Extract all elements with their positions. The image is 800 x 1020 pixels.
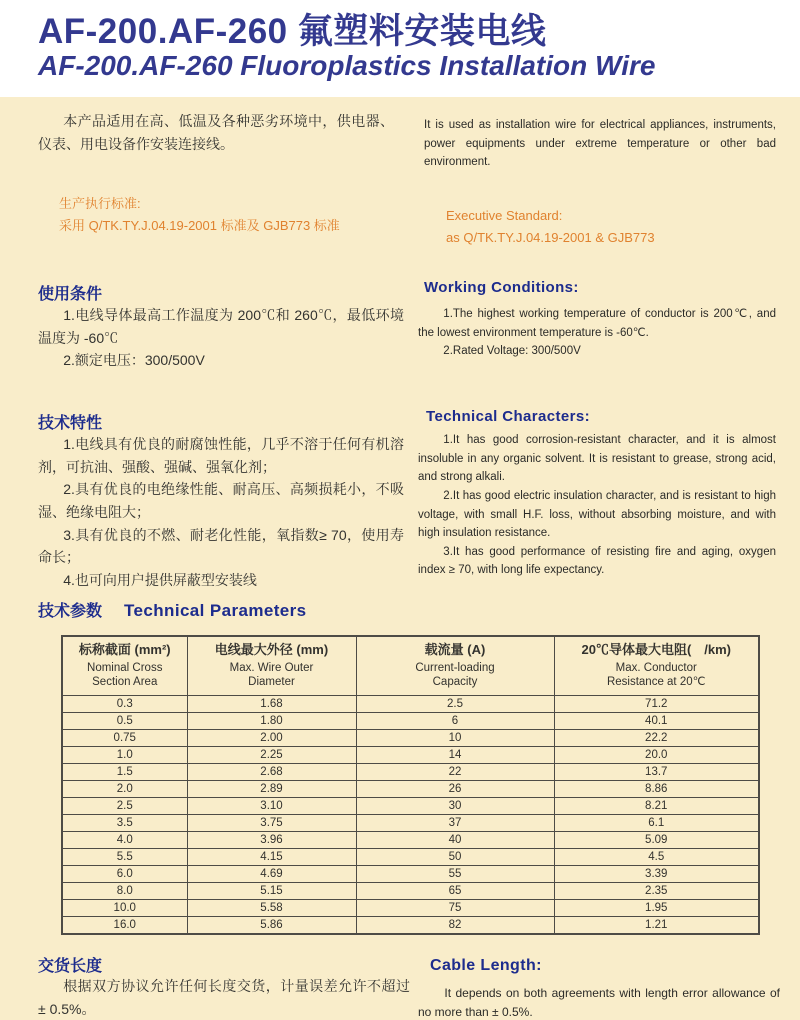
table-cell: 82 <box>356 917 554 935</box>
table-cell: 6.0 <box>62 866 187 883</box>
technical-parameters-heading <box>38 598 307 621</box>
table-cell: 5.58 <box>187 900 356 917</box>
table-cell: 2.00 <box>187 730 356 747</box>
table-row <box>62 798 759 815</box>
column-header-en: Max. Conductor Resistance at 20℃ <box>606 661 706 689</box>
table-cell: 3.96 <box>187 832 356 849</box>
table-cell: 40 <box>356 832 554 849</box>
intro-text-zh: 本产品适用在高、低温及各种恶劣环境中，供电器、仪表、用电设备作安装连接线。 <box>38 113 394 152</box>
table-cell: 8.0 <box>62 883 187 900</box>
executive-standard-label-en: Executive Standard: <box>446 208 563 223</box>
table-cell: 37 <box>356 815 554 832</box>
table-cell: 1.21 <box>554 917 759 935</box>
table-cell: 1.0 <box>62 747 187 764</box>
table-cell: 40.1 <box>554 713 759 730</box>
table-cell: 2.5 <box>62 798 187 815</box>
table-cell: 5.86 <box>187 917 356 935</box>
table-row <box>62 764 759 781</box>
table-row <box>62 781 759 798</box>
cable-length-text-zh: 根据双方协议允许任何长度交货，计量误差允许不超过 ± 0.5%。 <box>38 978 410 1017</box>
table-cell: 2.5 <box>356 696 554 713</box>
column-header-en: Nominal Cross Section Area <box>87 661 163 689</box>
table-cell: 0.75 <box>62 730 187 747</box>
column-header-zh: 标称截面 (mm²) <box>78 642 171 657</box>
table-row <box>62 900 759 917</box>
table-row <box>62 815 759 832</box>
table-cell: 22 <box>356 764 554 781</box>
table-cell: 4.0 <box>62 832 187 849</box>
cable-length-heading-en: Cable Length: <box>430 957 542 974</box>
table-row <box>62 713 759 730</box>
table-cell: 3.10 <box>187 798 356 815</box>
table-cell: 30 <box>356 798 554 815</box>
technical-characters-item-zh: 2.具有优良的电绝缘性能、耐高压、高频损耗小，不吸湿、绝缘电阻大； <box>38 481 404 521</box>
table-cell: 55 <box>356 866 554 883</box>
table-cell: 6.1 <box>554 815 759 832</box>
technical-parameters-heading-zh: 技术参数 <box>38 603 103 620</box>
technical-characters-heading-zh: 技术特性 <box>38 415 103 432</box>
table-cell: 8.21 <box>554 798 759 815</box>
production-standard-text-zh: 采用 Q/TK.TY.J.04.19-2001 标准及 GJB773 标准 <box>59 218 340 234</box>
column-header-zh: 载流量 (A) <box>424 642 486 657</box>
table-row <box>62 747 759 764</box>
table-row <box>62 883 759 900</box>
table-cell: 5.5 <box>62 849 187 866</box>
technical-characters-item-en: 1.It has good corrosion-resistant character, and it is almost insoluble in any organic solvent. It is resistant to grease, strong acid, and strong alkali. <box>418 434 776 484</box>
table-cell: 1.80 <box>187 713 356 730</box>
table-cell: 8.86 <box>554 781 759 798</box>
working-conditions-list-zh <box>38 304 404 372</box>
table-cell: 10 <box>356 730 554 747</box>
technical-characters-item-en: 3.It has good performance of resisting fire and aging, oxygen index ≥ 70, with long life expectancy. <box>418 545 776 577</box>
cable-length-text-en: It depends on both agreements with length error allowance of no more than ± 0.5%. <box>418 986 780 1020</box>
table-cell: 65 <box>356 883 554 900</box>
table-cell: 75 <box>356 900 554 917</box>
production-standard-label-zh: 生产执行标准: <box>59 196 141 211</box>
column-header-en: Max. Wire Outer Diameter <box>229 661 314 689</box>
table-row <box>62 866 759 883</box>
table-row <box>62 917 759 935</box>
parameters-table <box>61 635 760 935</box>
parameters-table-body <box>62 696 759 935</box>
table-cell: 3.5 <box>62 815 187 832</box>
table-row <box>62 849 759 866</box>
table-cell: 4.69 <box>187 866 356 883</box>
column-header-zh: 20℃导体最大电阻( /km) <box>581 642 732 657</box>
table-cell: 22.2 <box>554 730 759 747</box>
technical-characters-item-en: 2.It has good electric insulation character, and is resistant to high voltage, with small H.F. loss, without absorbing moisture, and with high insulation resistance. <box>418 489 776 540</box>
page-title-en: AF-200.AF-260 Fluoroplastics Installation Wire <box>38 50 656 81</box>
table-cell: 0.5 <box>62 713 187 730</box>
technical-characters-item-zh: 1.电线具有优良的耐腐蚀性能，几乎不溶于任何有机溶剂，可抗油、强酸、强碱、强氧化剂； <box>38 436 404 475</box>
table-cell: 4.15 <box>187 849 356 866</box>
column-header-nominal-cross-section <box>62 636 187 696</box>
table-cell: 50 <box>356 849 554 866</box>
intro-paragraph-en <box>424 116 776 172</box>
technical-characters-heading-en: Technical Characters: <box>426 408 591 425</box>
table-row <box>62 696 759 713</box>
table-cell: 1.95 <box>554 900 759 917</box>
table-cell: 13.7 <box>554 764 759 781</box>
table-cell: 16.0 <box>62 917 187 935</box>
column-header-max-wire-outer-diameter <box>187 636 356 696</box>
table-cell: 26 <box>356 781 554 798</box>
technical-characters-list-zh <box>38 433 404 592</box>
technical-characters-list-en <box>418 431 776 580</box>
cable-length-text-zh-block <box>38 975 410 1020</box>
working-conditions-heading-zh: 使用条件 <box>38 286 103 303</box>
table-cell: 3.39 <box>554 866 759 883</box>
table-cell: 2.35 <box>554 883 759 900</box>
parameters-table-wrapper <box>61 635 760 935</box>
table-header-row <box>62 636 759 696</box>
table-cell: 10.0 <box>62 900 187 917</box>
working-conditions-item-zh: 2.额定电压：300/500V <box>63 352 205 369</box>
page-title-zh: AF-200.AF-260 氟塑料安装电线 <box>38 12 547 51</box>
table-cell: 14 <box>356 747 554 764</box>
table-cell: 2.68 <box>187 764 356 781</box>
table-cell: 20.0 <box>554 747 759 764</box>
executive-standard-text-en: as Q/TK.TY.J.04.19-2001 & GJB773 <box>446 230 655 246</box>
working-conditions-item-en: 2.Rated Voltage: 300/500V <box>443 345 581 358</box>
table-cell: 3.75 <box>187 815 356 832</box>
table-cell: 1.5 <box>62 764 187 781</box>
column-header-max-conductor-resistance <box>554 636 759 696</box>
column-header-en: Current-loading Capacity <box>415 661 495 689</box>
table-cell: 1.68 <box>187 696 356 713</box>
working-conditions-list-en <box>418 305 776 361</box>
table-cell: 71.2 <box>554 696 759 713</box>
working-conditions-heading-en: Working Conditions: <box>424 279 579 296</box>
table-row <box>62 730 759 747</box>
column-header-current-loading-capacity <box>356 636 554 696</box>
technical-characters-item-zh: 4.也可向用户提供屏蔽型安装线 <box>63 572 257 589</box>
technical-parameters-heading-en: Technical Parameters <box>124 601 307 620</box>
table-cell: 2.25 <box>187 747 356 764</box>
cable-length-heading-zh: 交货长度 <box>38 958 103 975</box>
table-cell: 5.09 <box>554 832 759 849</box>
working-conditions-item-en: 1.The highest working temperature of conductor is 200℃, and the lowest environment temperature is -60℃. <box>418 308 776 339</box>
technical-characters-item-zh: 3.具有优良的不燃、耐老化性能，氧指数≥ 70，使用寿命长； <box>38 526 404 566</box>
cable-length-text-en-block <box>418 984 780 1020</box>
working-conditions-item-zh: 1.电线导体最高工作温度为 200℃和 260℃，最低环境温度为 -60℃ <box>38 307 404 346</box>
table-cell: 2.0 <box>62 781 187 798</box>
table-cell: 0.3 <box>62 696 187 713</box>
table-row <box>62 832 759 849</box>
intro-paragraph-zh <box>38 110 394 155</box>
table-cell: 4.5 <box>554 849 759 866</box>
executive-standard-en <box>446 205 655 249</box>
production-standard-zh <box>59 193 340 237</box>
intro-text-en: It is used as installation wire for electrical appliances, instruments, power equipments under extreme temperature or other bad environment. <box>424 119 776 169</box>
column-header-zh: 电线最大外径 (mm) <box>214 642 329 657</box>
table-cell: 6 <box>356 713 554 730</box>
table-cell: 2.89 <box>187 781 356 798</box>
table-cell: 5.15 <box>187 883 356 900</box>
